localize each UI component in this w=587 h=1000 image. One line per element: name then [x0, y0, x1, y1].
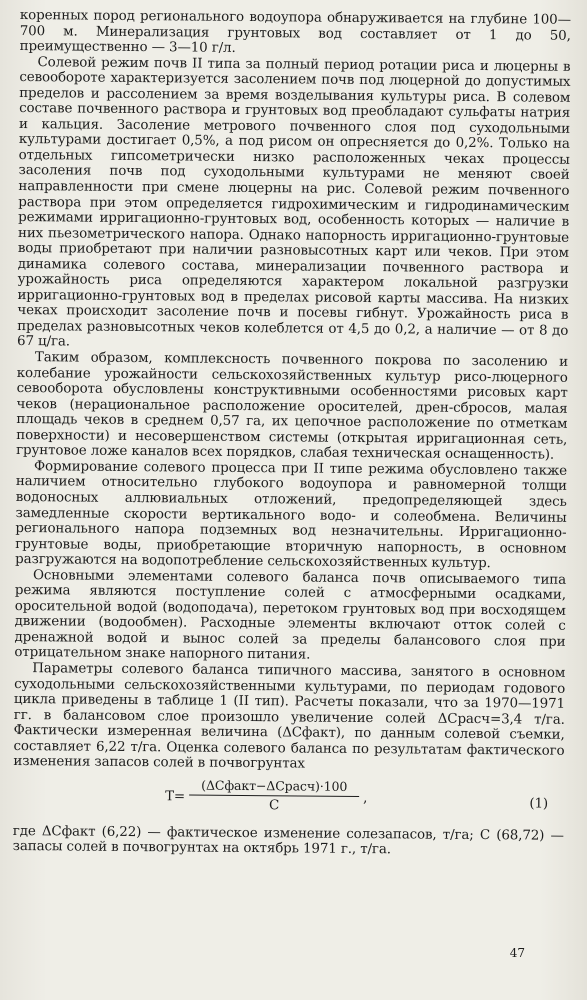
formula-numerator: (ΔCфакт−ΔCрасч)·100: [189, 777, 359, 797]
formula-1: [13, 776, 564, 825]
formula-trailing: ,: [363, 790, 368, 806]
paragraph-1: коренных пород регионального водоупора обнаруживается на глубине 100—700 м. Минерализация грунтовых вод составляет от 1 до 50, преимущественно — 3—10 г/л.: [19, 8, 571, 56]
formula-fraction: [189, 777, 359, 815]
formula-legend-text: где ΔCфакт (6,22) — фактическое изменение солезапасов, т/га; C (68,72) — запасы солей в почвогрунтах на октябрь 1971 г., т/га.: [12, 823, 564, 858]
paragraph-6: Параметры солевого баланса типичного массива, занятого в основном суходольными сельскохозяйственными культурами, по периодам годового цикла приведены в таблице 1 (II тип). Расчеты показали, что за 1970—1971 гг. в балансовом слое произошло увеличение солей ΔCрасч=3,4 т/га. Фактически измеренная величина (ΔCфакт), по данным солевой съемки, составляет 6,22 т/га. Оценка солевого баланса по результатам фактического изменения запасов солей в почвогрунтах: [13, 661, 566, 772]
body-text: [13, 8, 571, 860]
formula-lhs: T=: [165, 789, 186, 805]
equation-number: (1): [529, 796, 549, 812]
formula-denominator: C: [268, 798, 280, 814]
paragraph-3: Таким образом, комплексность почвенного покрова по засолению и колебание урожайности сельскохозяйственных культур рисо-люцерного севооборота обусловлены конструктивными особенностями рисовых карт чеков (нерациональное расположение оросителей, дрен-сбросов, малая площадь чеков в среднем 0,57 га, их цепочное расположение по отметкам поверхности) и несовершенством системы (открытая ирригационная сеть, грунтовое ложе каналов всех порядков, слабая техническая оснащенность).: [16, 350, 568, 463]
paragraph-2: Солевой режим почв II типа за полный период ротации риса и люцерны в севообороте характеризуется засолением почв под люцерной до допустимых пределов и рассолением за время возделывания культуры риса. В солевом составе почвенного раствора и грунтовых вод преобладают сульфаты натрия и кальция. Засоление метрового почвенного слоя под суходольными культурами достигает 0,5%, а под рисом он опресняется до 0,2%. Только на отдельных гипсометрически низко расположенных чеках процессы засоления почв под суходольными культурами не меняют своей направленности при смене люцерны на рис. Солевой режим почвенного раствора при этом определяется гидрохимическим и гидродинамическим режимами ирригационно-грунтовых вод, особенность которых — наличие в них пьезометрического напора. Однако напорность ирригационно-грунтовые воды приобретают при наличии разновысотных карт или чеков. При этом динамика солевого состава, минерализации почвенного раствора и урожайность риса определяются характером локальной разгрузки ирригационно-грунтовых вод в пределах рисовой карты массива. На низких чеках происходит засоление почв и посевы гибнут. Урожайность риса в пределах разновысотных чеков колеблется от 4,5 до 0,2, а наличие — от 8 до 67 ц/га.: [17, 54, 571, 350]
page-number: 47: [509, 946, 525, 960]
formula-legend: [13, 824, 564, 860]
paragraph-5: Основными элементами солевого баланса почв описываемого типа режима являются поступление солей с атмосферными осадками, оросительной водой (водоподача), перетоком грунтовых вод при восходящем движении (водообмен). Расходные элементы включают отток солей с дренажной водой и вынос солей за пределы балансового слоя при отрицательном знаке напорного питания.: [14, 567, 567, 663]
paragraph-4: Формирование солевого процесса при II типе режима обусловлено также наличием относительно глубокого водоупора и равномерной толщи водоносных аллювиальных отложений, предопределяющей здесь замедленные скорости вертикального водо- и солеобмена. Величины регионального напора подземных вод незначительны. Ирригационно-грунтовые воды, приобретающие вторичную напорность, в основном разгружаются на водопотребление сельскохозяйственных культур.: [15, 458, 568, 572]
